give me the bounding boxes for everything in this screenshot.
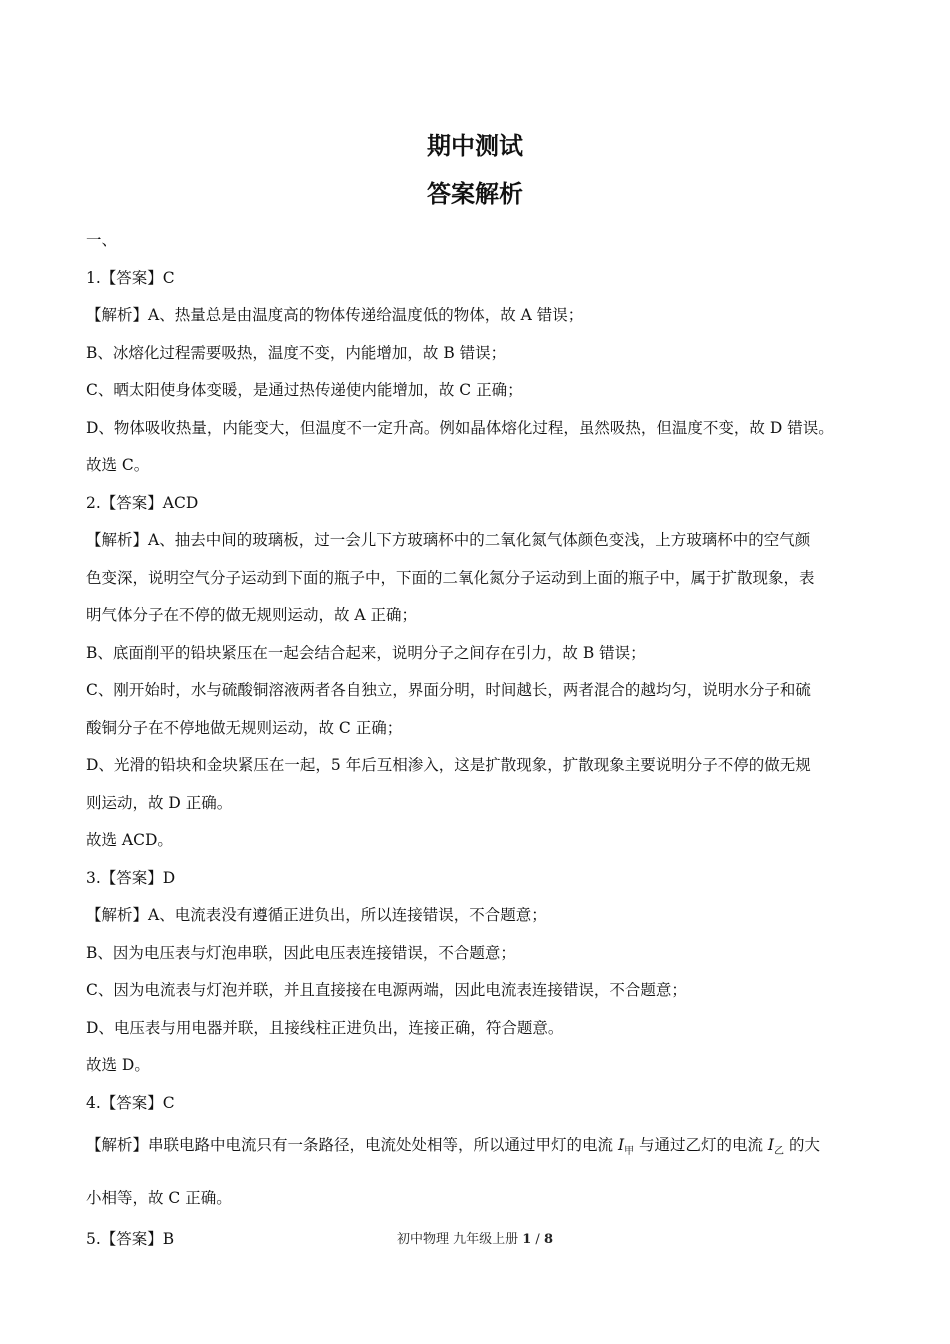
q1-analysis-line: D、物体吸收热量，内能变大，但温度不一定升高。例如晶体熔化过程，虽然吸热，但温度不变，故 D 错误。 — [86, 418, 834, 437]
q4-analysis-line: 【解析】串联电路中电流只有一条路径，电流处处相等，所以通过甲灯的电流 $I_甲$ 与通过乙灯的电流 $I_乙$ 的大 — [86, 1136, 820, 1158]
page-total: 8 — [543, 1232, 553, 1247]
current-subscript: 甲 — [624, 1146, 635, 1158]
page-subtitle: 答案解析 — [427, 180, 523, 208]
q4-answer: 4.【答案】C — [86, 1093, 175, 1112]
q2-analysis-line: D、光滑的铅块和金块紧压在一起，5 年后互相渗入，这是扩散现象，扩散现象主要说明分子不停的做无规 — [86, 756, 811, 774]
q1-analysis-line: B、冰熔化过程需要吸热，温度不变，内能增加，故 B 错误； — [86, 343, 507, 362]
q1-analysis-line: C、晒太阳使身体变暖，是通过热传递使内能增加，故 C 正确； — [86, 381, 523, 399]
q3-answer: 3.【答案】D — [86, 868, 176, 887]
q1-answer: 1.【答案】C — [86, 268, 175, 287]
q2-analysis-line: 明气体分子在不停的做无规则运动，故 A 正确； — [86, 606, 418, 624]
page-number: 1 — [522, 1232, 532, 1247]
answer-content — [86, 222, 876, 1259]
current-subscript: 乙 — [774, 1146, 785, 1158]
current-variable: I — [767, 1136, 775, 1154]
q3-conclusion: 故选 D。 — [86, 1056, 150, 1074]
q2-conclusion: 故选 ACD。 — [86, 831, 173, 849]
q5-answer: 5.【答案】B — [86, 1230, 175, 1249]
q1-conclusion: 故选 C。 — [86, 456, 150, 474]
current-variable: I — [617, 1136, 625, 1154]
page-title: 期中测试 — [427, 132, 523, 160]
q2-analysis-line: 则运动，故 D 正确。 — [86, 793, 233, 812]
q3-analysis-line: D、电压表与用电器并联，且接线柱正进负出，连接正确，符合题意。 — [86, 1018, 564, 1037]
q2-analysis-line: C、刚开始时，水与硫酸铜溶液两者各自独立，界面分明，时间越长，两者混合的越均匀，说明水分子和硫 — [86, 681, 811, 699]
q2-answer: 2.【答案】ACD — [86, 493, 199, 512]
q2-analysis-line: 色变深，说明空气分子运动到下面的瓶子中，下面的二氧化氮分子运动到上面的瓶子中，属于扩散现象，表 — [86, 568, 815, 587]
q2-analysis-line: 酸铜分子在不停地做无规则运动，故 C 正确； — [86, 718, 403, 737]
q1-analysis-line: 【解析】A、热量总是由温度高的物体传递给温度低的物体，故 A 错误； — [86, 306, 584, 324]
q2-analysis-line: B、底面削平的铅块紧压在一起会结合起来，说明分子之间存在引力，故 B 错误； — [86, 643, 646, 662]
q2-analysis-line: 【解析】A、抽去中间的玻璃板，过一会儿下方玻璃杯中的二氧化氮气体颜色变浅，上方玻璃杯中的空气颜 — [86, 531, 811, 549]
q3-analysis-line: B、因为电压表与灯泡串联，因此电压表连接错误，不合题意； — [86, 943, 516, 962]
q4-analysis-line: 小相等，故 C 正确。 — [86, 1189, 232, 1208]
q3-analysis-line: 【解析】A、电流表没有遵循正进负出，所以连接错误，不合题意； — [86, 906, 547, 924]
page-footer: 初中物理 九年级上册 1 / 8 — [396, 1232, 553, 1247]
section-marker: 一、 — [86, 231, 118, 249]
q3-analysis-line: C、因为电流表与灯泡并联，并且直接接在电源两端，因此电流表连接错误，不合题意； — [86, 981, 687, 999]
